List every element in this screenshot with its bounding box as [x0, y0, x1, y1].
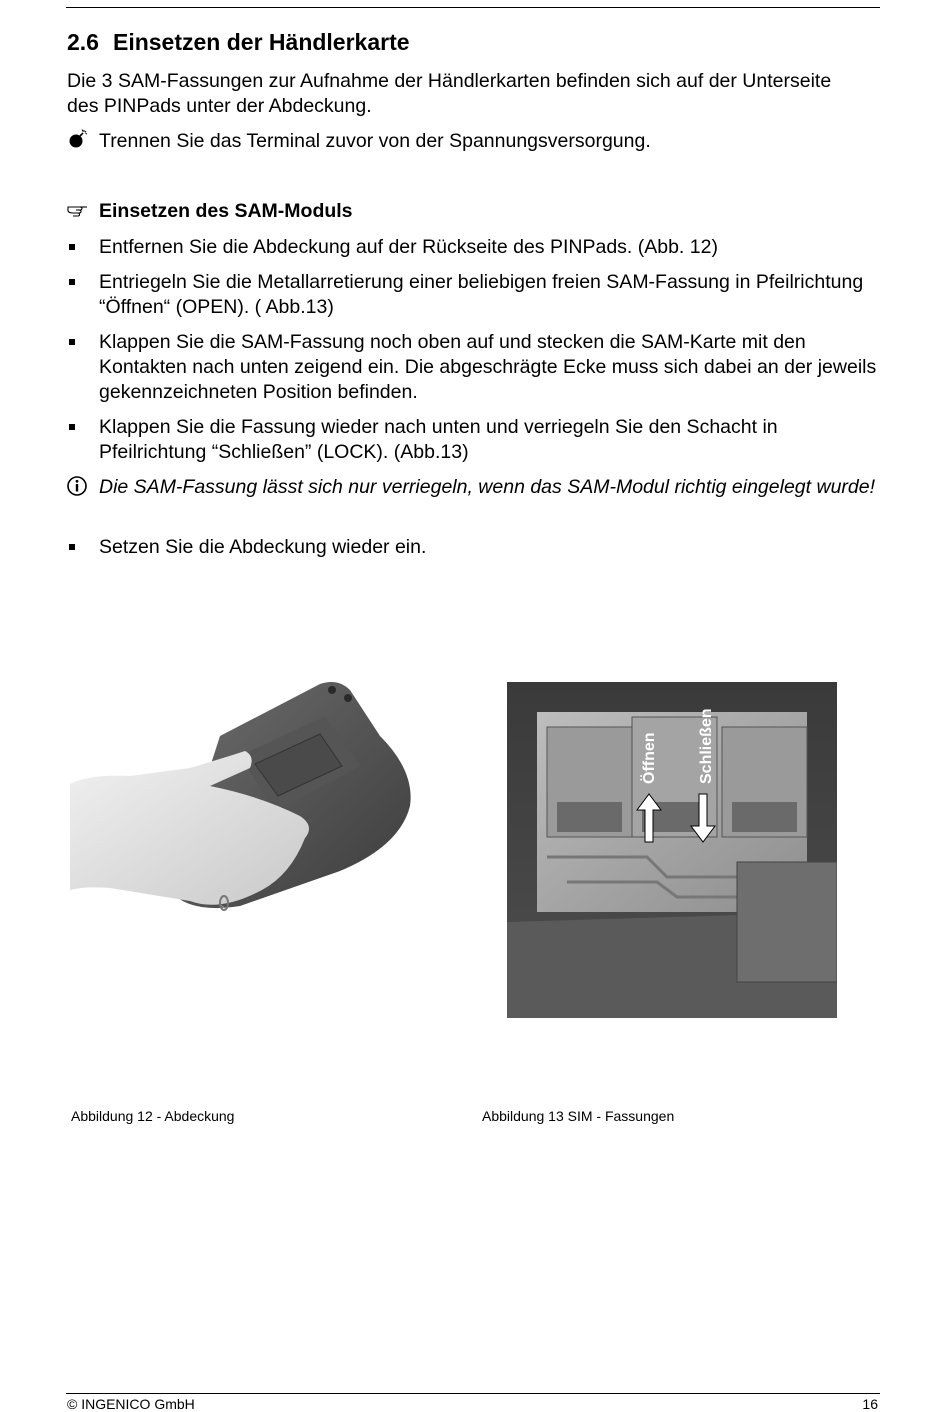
subheading-text: Einsetzen des SAM-Moduls	[99, 200, 353, 222]
section-number: 2.6	[67, 29, 99, 55]
warning-text: Trennen Sie das Terminal zuvor von der Spannungsversorgung.	[99, 130, 651, 152]
section-title: Einsetzen der Händlerkarte	[112, 29, 410, 55]
step-text: Setzen Sie die Abdeckung wieder ein.	[99, 536, 427, 558]
step-text: Klappen Sie die SAM-Fassung noch oben auf und stecken die SAM-Karte mit den Kontakten nach unten zeigend ein. Die abgeschrägte Ecke muss sich dabei an der jeweils gekennzeichneten Position befinden.	[99, 331, 877, 403]
square-bullet-icon	[67, 415, 95, 440]
footer-copyright: © INGENICO GmbH	[67, 1396, 195, 1412]
figure-12-cover-photo	[70, 676, 416, 916]
intro-paragraph: Die 3 SAM-Fassungen zur Aufnahme der Händlerkarten befinden sich auf der Unterseite des PINPads unter der Abdeckung.	[67, 70, 832, 117]
section-heading	[67, 29, 410, 56]
label-lock: Schließen	[698, 708, 715, 784]
square-bullet-icon	[67, 270, 95, 295]
caption-figure-12: Abbildung 12 - Abdeckung	[71, 1108, 235, 1124]
square-bullet-icon	[67, 235, 95, 260]
step-text: Entfernen Sie die Abdeckung auf der Rückseite des PINPads. (Abb. 12)	[99, 236, 718, 258]
footer-page-number: 16	[862, 1396, 878, 1412]
figure-13-sam-slots-photo	[507, 682, 837, 1018]
step-text: Entriegeln Sie die Metallarretierung einer beliebigen freien SAM-Fassung in Pfeilrichtung “Öffnen“ (OPEN). ( Abb.13)	[99, 271, 864, 318]
square-bullet-icon	[67, 330, 95, 355]
caption-figure-13: Abbildung 13 SIM - Fassungen	[482, 1108, 675, 1124]
bomb-icon	[67, 129, 95, 156]
step-text: Klappen Sie die Fassung wieder nach unten und verriegeln Sie den Schacht in Pfeilrichtung “Schließen” (LOCK). (Abb.13)	[99, 416, 778, 463]
note-text: Die SAM-Fassung lässt sich nur verriegeln, wenn das SAM-Modul richtig eingelegt wurde!	[99, 476, 876, 498]
footer-rule	[66, 1393, 880, 1394]
label-open: Öffnen	[641, 732, 658, 784]
pointing-hand-icon	[67, 199, 95, 224]
header-rule	[66, 7, 880, 8]
info-icon	[67, 475, 95, 504]
square-bullet-icon	[67, 535, 95, 560]
